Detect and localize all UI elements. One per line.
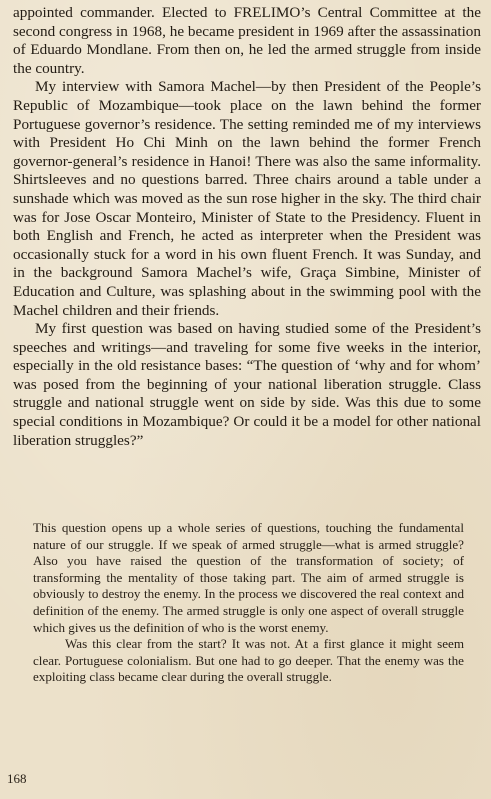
page-number: 168 bbox=[7, 771, 27, 786]
body-paragraph-2: My interview with Samora Machel—by then President of the People’s Republic of Mozambique—took place on the lawn behind the former Portuguese governor’s residence. The setting reminded me of my interviews with President Ho Chi Minh on the lawn behind the former French governor-general’s residence in Hanoi! There was also the same informality. Shirtsleeves and no questions barred. Three chairs around a table under a sunshade which was moved as the sun rose higher in the sky. The third chair was for Jose Oscar Monteiro, Minister of State to the Presidency. Fluent in both English and French, he acted as interpreter when the President was occasionally stuck for a word in his own fluent French. It was Sunday, and in the background Samora Machel’s wife, Graça Simbine, Minister of Education and Culture, was splashing about in the swimming pool with the Machel children and their friends. bbox=[13, 78, 481, 319]
quote-paragraph-1: This question opens up a whole series of questions, touching the fundamental nature of our struggle. If we speak of armed struggle—what is armed struggle? Also you have raised the question of the transformation of society; of transforming the mentality of those taking part. The aim of armed struggle is obviously to destroy the enemy. In the process we discovered the real context and definition of the enemy. The armed struggle is only one aspect of overall struggle which gives us the definition of who is the worst enemy. bbox=[33, 520, 464, 635]
body-paragraph-1: appointed commander. Elected to FRELIMO’s Central Committee at the second congress in 1968, he became president in 1969 after the assassination of Eduardo Mondlane. From then on, he led the armed struggle from inside the country. bbox=[13, 4, 481, 77]
quote-paragraph-2: Was this clear from the start? It was not. At a first glance it might seem clear. Portuguese colonialism. But one had to go deeper. That the enemy was the exploiting class became clear during the overall struggle. bbox=[33, 636, 464, 685]
body-paragraph-3: My first question was based on having studied some of the President’s speeches and writings—and traveling for some five weeks in the interior, especially in the old resistance bases: “The question of ‘why and for whom’ was posed from the beginning of your national liberation struggle. Class struggle and national struggle went on side by side. Was this due to some special conditions in Mozambique? Or could it be a model for other national liberation struggles?” bbox=[13, 320, 481, 449]
body-text bbox=[13, 4, 481, 450]
block-quote bbox=[33, 520, 464, 686]
